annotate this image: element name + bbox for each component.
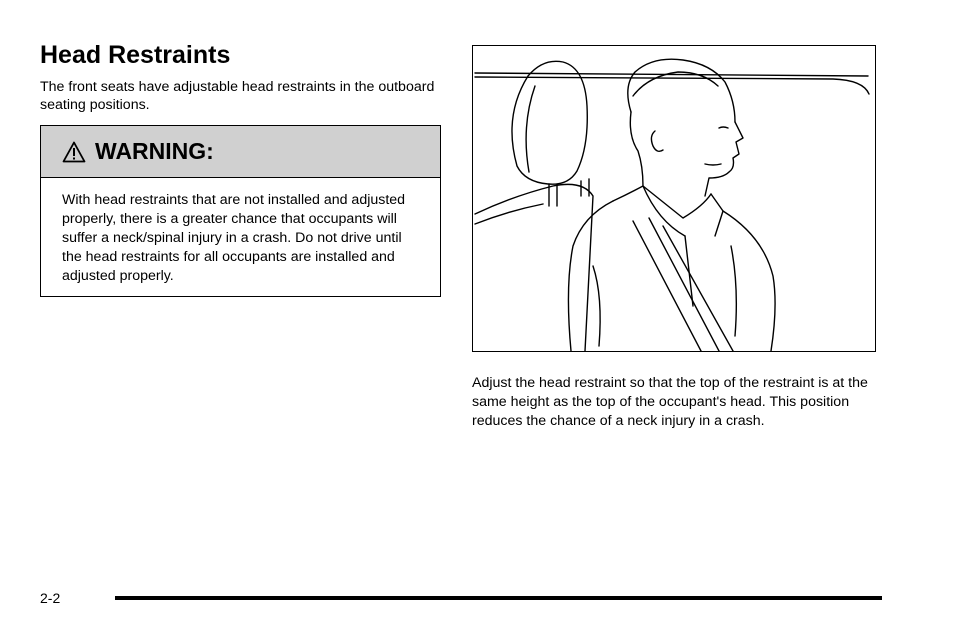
warning-box: [40, 125, 441, 297]
figure-caption: Adjust the head restraint so that the top of the restraint is at the same height as the top of the occupant's head. This position reduces the chance of a neck injury in a crash.: [472, 375, 868, 429]
footer-rule: [115, 596, 882, 600]
head-restraint-illustration: [472, 45, 876, 352]
page-title: Head Restraints: [40, 41, 231, 69]
warning-label: WARNING:: [95, 138, 214, 164]
page-number: 2-2: [40, 590, 61, 606]
warning-triangle-icon: [62, 141, 86, 163]
intro-paragraph: The front seats have adjustable head restraints in the outboard seating positions.: [40, 79, 435, 113]
warning-header: [41, 126, 440, 178]
warning-text: With head restraints that are not installed and adjusted properly, there is a greater chance that occupants will suffer a neck/spinal injury in a crash. Do not drive until the head restraints for all occupants are installed and adjusted properly.: [62, 192, 406, 284]
